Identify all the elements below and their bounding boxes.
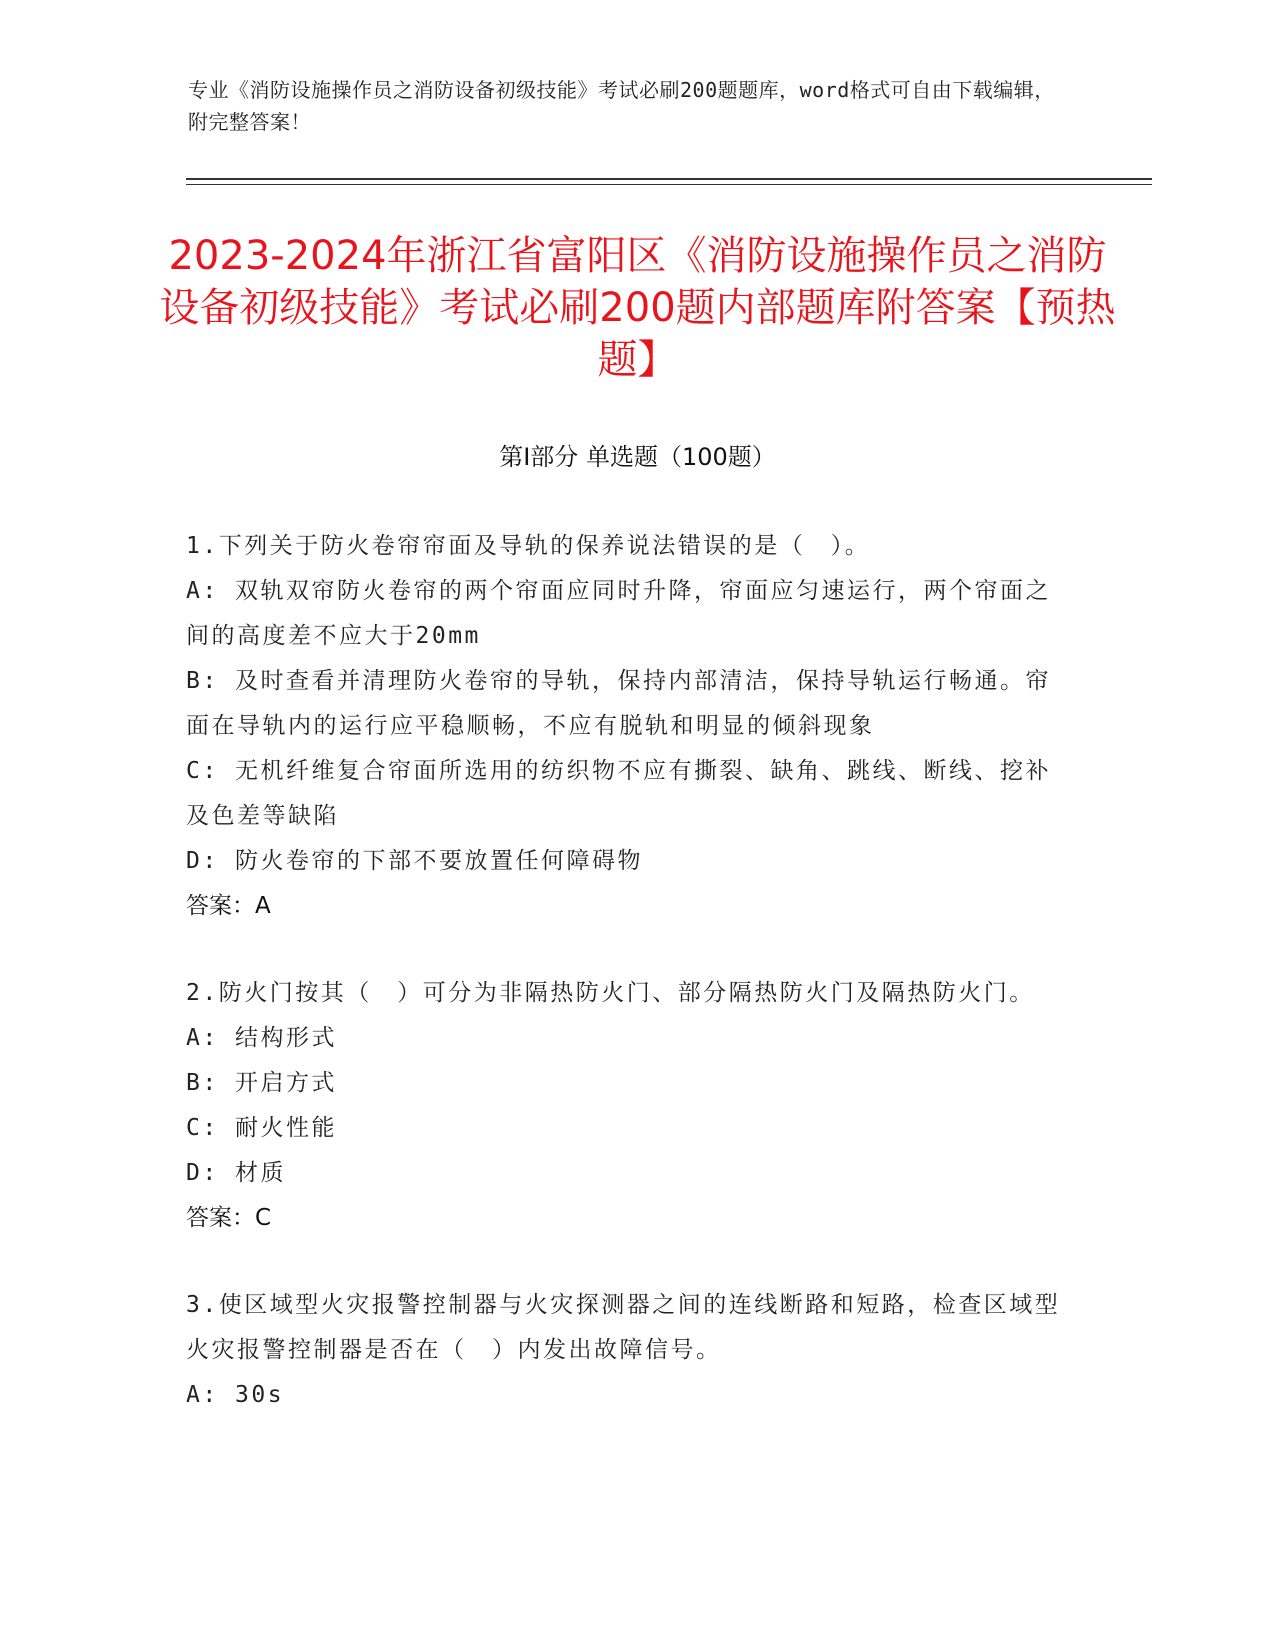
option-c: C: 无机纤维复合帘面所选用的纺织物不应有撕裂、缺角、跳线、断线、挖补及色差等缺陷 [186,758,1052,829]
answer: 答案：A [186,893,271,919]
answer: 答案：C [186,1205,272,1231]
header-rule-thick [186,178,1152,180]
question-stem: 1.下列关于防火卷帘帘面及导轨的保养说法错误的是（ ）。 [186,533,871,559]
header-rule-thin [186,184,1152,185]
question-3 [186,1283,1076,1418]
question-list [186,524,1076,1460]
option-b: B: 开启方式 [186,1070,338,1096]
document-title: 2023-2024年浙江省富阳区《消防设施操作员之消防设备初级技能》考试必刷200题内部题库附答案【预热题】 [159,233,1116,383]
question-stem: 2.防火门按其（ ）可分为非隔热防火门、部分隔热防火门及隔热防火门。 [186,980,1035,1006]
option-d: D: 防火卷帘的下部不要放置任何障碍物 [186,848,644,874]
question-stem: 3.使区域型火灾报警控制器与火灾探测器之间的连线断路和短路，检查区域型火灾报警控制器是否在（ ）内发出故障信号。 [186,1292,1061,1363]
option-a: A: 结构形式 [186,1025,338,1051]
question-1 [186,524,1076,929]
question-2 [186,971,1076,1241]
option-c: C: 耐火性能 [186,1115,338,1141]
option-a: A: 30s [186,1382,285,1408]
header-note: 专业《消防设施操作员之消防设备初级技能》考试必刷200题题库，word格式可自由下载编辑，附完整答案！ [188,78,1055,134]
option-d: D: 材质 [186,1160,287,1186]
section-title: 第I部分 单选题（100题） [499,443,776,471]
option-a: A: 双轨双帘防火卷帘的两个帘面应同时升降，帘面应匀速运行，两个帘面之间的高度差不应大于20mm [186,578,1052,649]
option-b: B: 及时查看并清理防火卷帘的导轨，保持内部清洁，保持导轨运行畅通。帘面在导轨内的运行应平稳顺畅，不应有脱轨和明显的倾斜现象 [186,668,1052,739]
